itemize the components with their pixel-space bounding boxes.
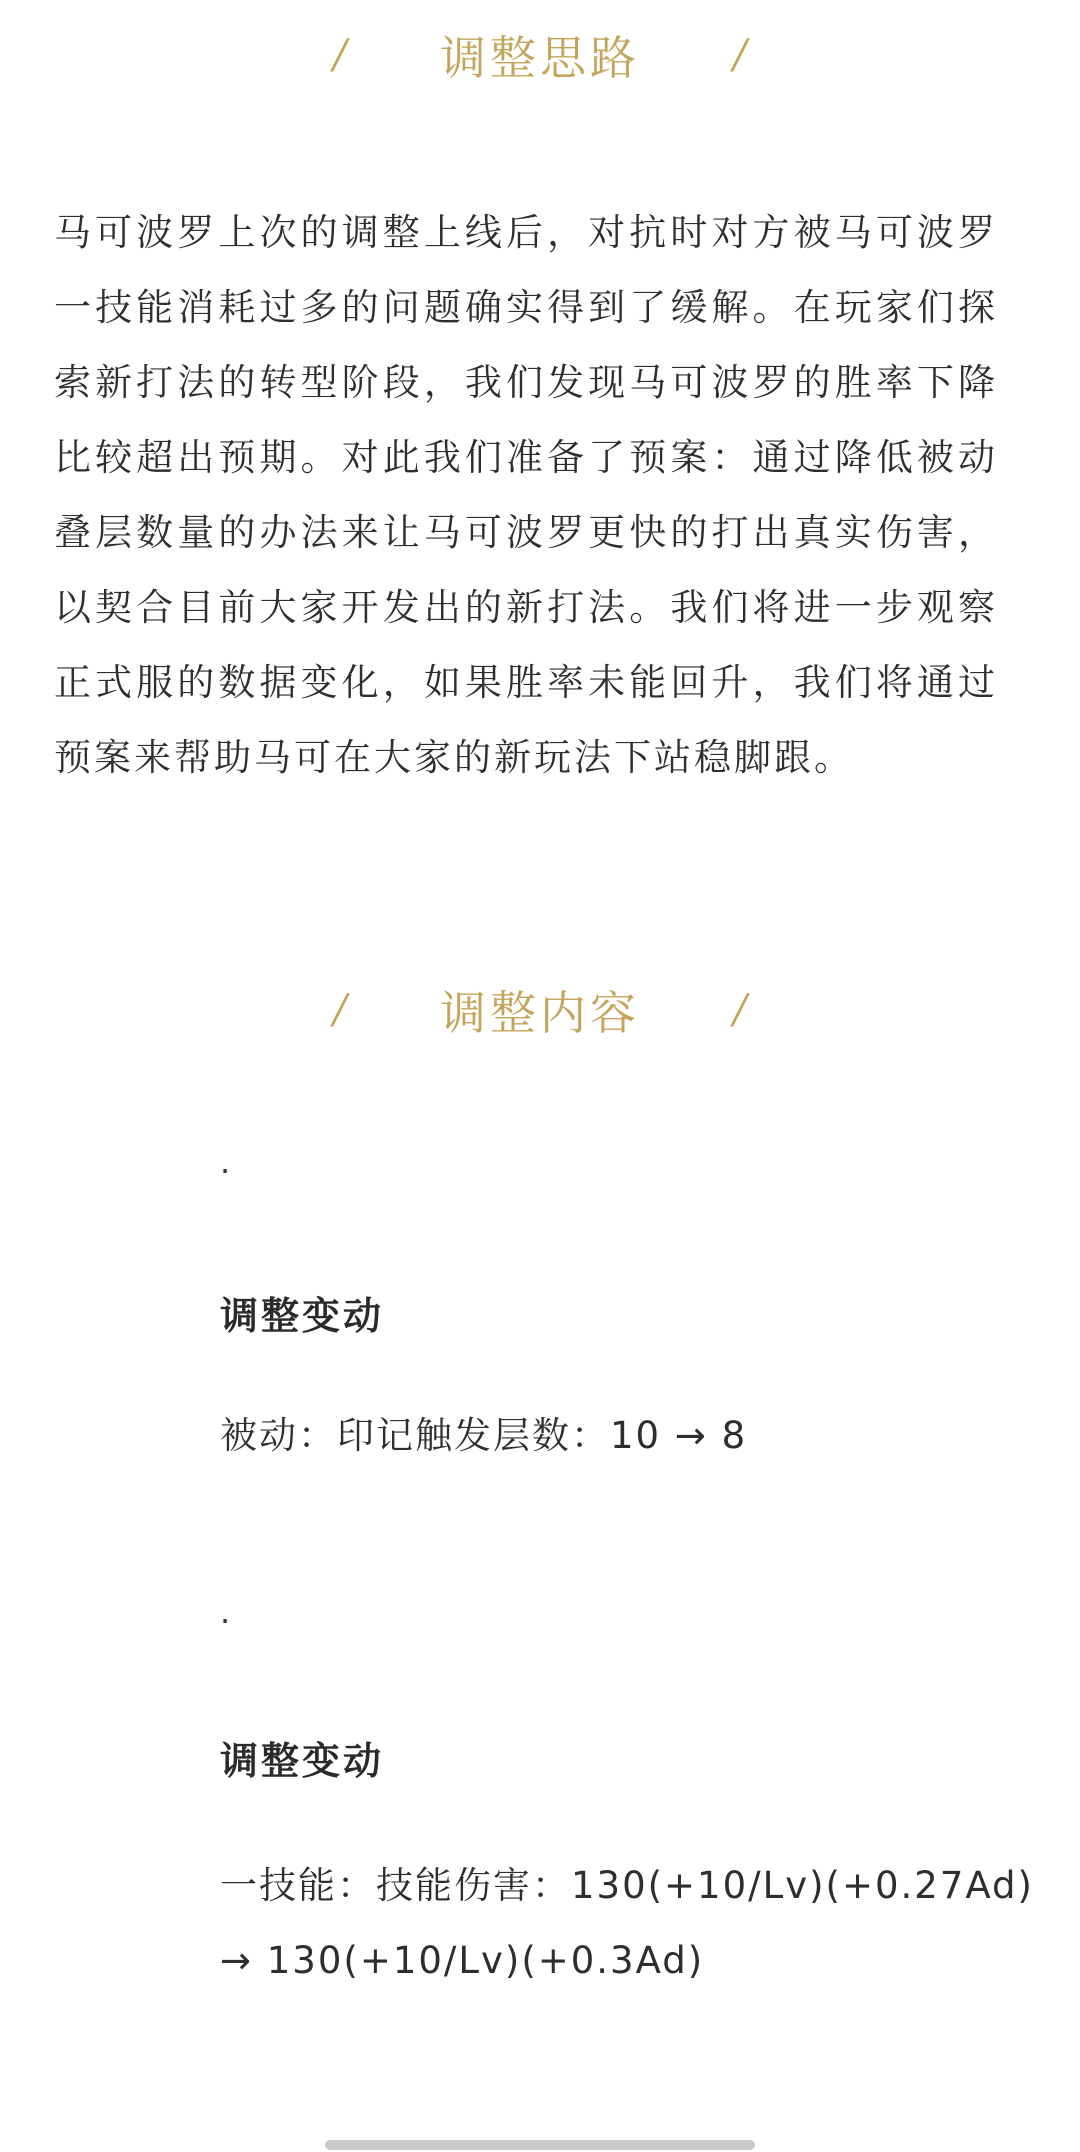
skill1-change-text: 一技能：技能伤害：130(+10/Lv)(+0.27Ad)	[220, 1864, 1034, 1907]
home-indicator-bar[interactable]	[325, 2140, 755, 2150]
passive-change-text: 被动：印记触发层数：10 → 8	[220, 1414, 748, 1457]
section-title: 调整思路	[440, 31, 640, 85]
section-header-adjustment-content	[0, 970, 1080, 1050]
change-heading: 调整变动	[220, 1739, 385, 1783]
decorative-slash-left: /	[333, 32, 347, 78]
adjustment-ideas-paragraph: 马可波罗上次的调整上线后，对抗时对方被马可波罗一技能消耗过多的问题确实得到了缓解。在玩家们探索新打法的转型阶段，我们发现马可波罗的胜率下降比较超出预期。对此我们准备了预案：通过降低被动叠层数量的办法来让马可波罗更快的打出真实伤害，以契合目前大家开发出的新打法。我们将进一步观察正式服的数据变化，如果胜率未能回升，我们将通过预案来帮助马可在大家的新玩法下站稳脚跟。	[54, 211, 998, 779]
decorative-slash-left: /	[333, 987, 347, 1033]
bullet-dot: ·	[220, 1602, 231, 1640]
section-header-adjustment-ideas	[0, 15, 1080, 95]
decorative-slash-right: /	[733, 32, 747, 78]
section-title: 调整内容	[440, 986, 640, 1040]
skill1-change-text-continued: → 130(+10/Lv)(+0.3Ad)	[220, 1939, 705, 1982]
decorative-slash-right: /	[733, 987, 747, 1033]
bullet-dot: ·	[220, 1152, 231, 1190]
change-heading: 调整变动	[220, 1294, 385, 1338]
